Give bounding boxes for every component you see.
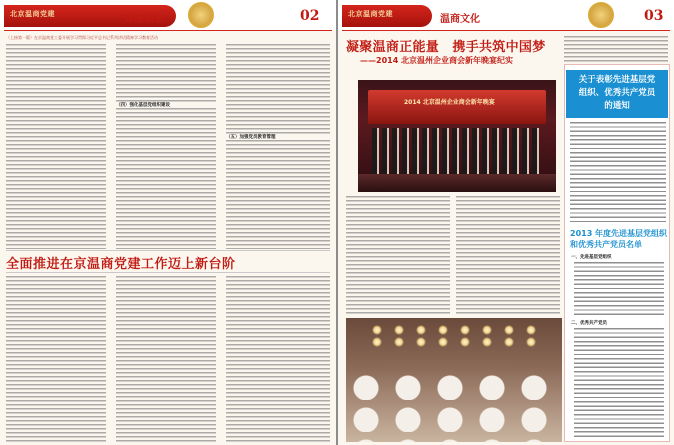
left-page bbox=[0, 0, 336, 445]
chandelier-lights bbox=[366, 324, 542, 348]
notice-title-line: 组织、优秀共产党员 bbox=[578, 88, 656, 98]
organization-list bbox=[574, 262, 664, 316]
notice-title-box bbox=[566, 70, 668, 118]
party-emblem-icon bbox=[588, 2, 614, 28]
article-divider bbox=[6, 272, 330, 273]
section-title: 温商文化 bbox=[440, 14, 480, 25]
text-column bbox=[346, 196, 450, 314]
page-header bbox=[338, 0, 674, 30]
stage-backdrop bbox=[368, 90, 546, 124]
text-column bbox=[226, 44, 330, 249]
member-list bbox=[574, 328, 664, 440]
group-of-people bbox=[372, 128, 542, 174]
notice-title-line: 关于表彰先进基层党 bbox=[578, 75, 656, 85]
banquet-hall-photo bbox=[346, 318, 562, 442]
subhead: （五）加强党员教育管理 bbox=[226, 134, 330, 140]
article-subtitle: ——2014 北京温州企业商会新年晚宴纪实 bbox=[360, 56, 514, 65]
banquet-tables bbox=[346, 368, 562, 442]
notice-title-line: 的通知 bbox=[604, 101, 630, 111]
page-header bbox=[0, 0, 336, 30]
header-divider bbox=[342, 30, 670, 31]
text-column bbox=[6, 44, 106, 249]
article-headline: 凝聚温商正能量 携手共筑中国梦 bbox=[346, 40, 546, 55]
text-column bbox=[6, 276, 106, 442]
page-number: 03 bbox=[644, 8, 664, 24]
text-column bbox=[116, 44, 216, 249]
list-section-label: 二、优秀共产党员 bbox=[571, 321, 607, 326]
text-column bbox=[116, 276, 216, 442]
text-column bbox=[564, 36, 668, 62]
list-section-label: 一、先进基层党组织 bbox=[571, 255, 612, 260]
continuation-caption: （上接第一版）在京温商党工委开展学习贯彻习近平总书记系列讲话精神学习教育活动 bbox=[6, 35, 158, 40]
gala-stage-photo bbox=[358, 80, 556, 192]
section-title: 党建动态 bbox=[124, 14, 164, 25]
page-number: 02 bbox=[300, 8, 320, 24]
brand-label: 北京温商党建 bbox=[10, 10, 55, 18]
party-emblem-icon bbox=[188, 2, 214, 28]
article-headline: 全面推进在京温商党建工作迈上新台阶 bbox=[6, 257, 236, 272]
text-column bbox=[456, 196, 560, 314]
right-page bbox=[338, 0, 674, 445]
header-divider bbox=[4, 30, 332, 31]
stage-banner-text: 2014 北京温州企业商会新年晚宴 bbox=[404, 99, 495, 106]
stage-floor bbox=[358, 174, 556, 192]
article-divider bbox=[6, 250, 330, 251]
honor-list-title: 2013 年度先进基层党组织和优秀共产党员名单 bbox=[570, 229, 668, 249]
notice-body bbox=[570, 122, 666, 222]
brand-label: 北京温商党建 bbox=[348, 10, 393, 18]
subhead: （四）强化基层党组织建设 bbox=[116, 102, 216, 108]
text-column bbox=[226, 276, 330, 442]
